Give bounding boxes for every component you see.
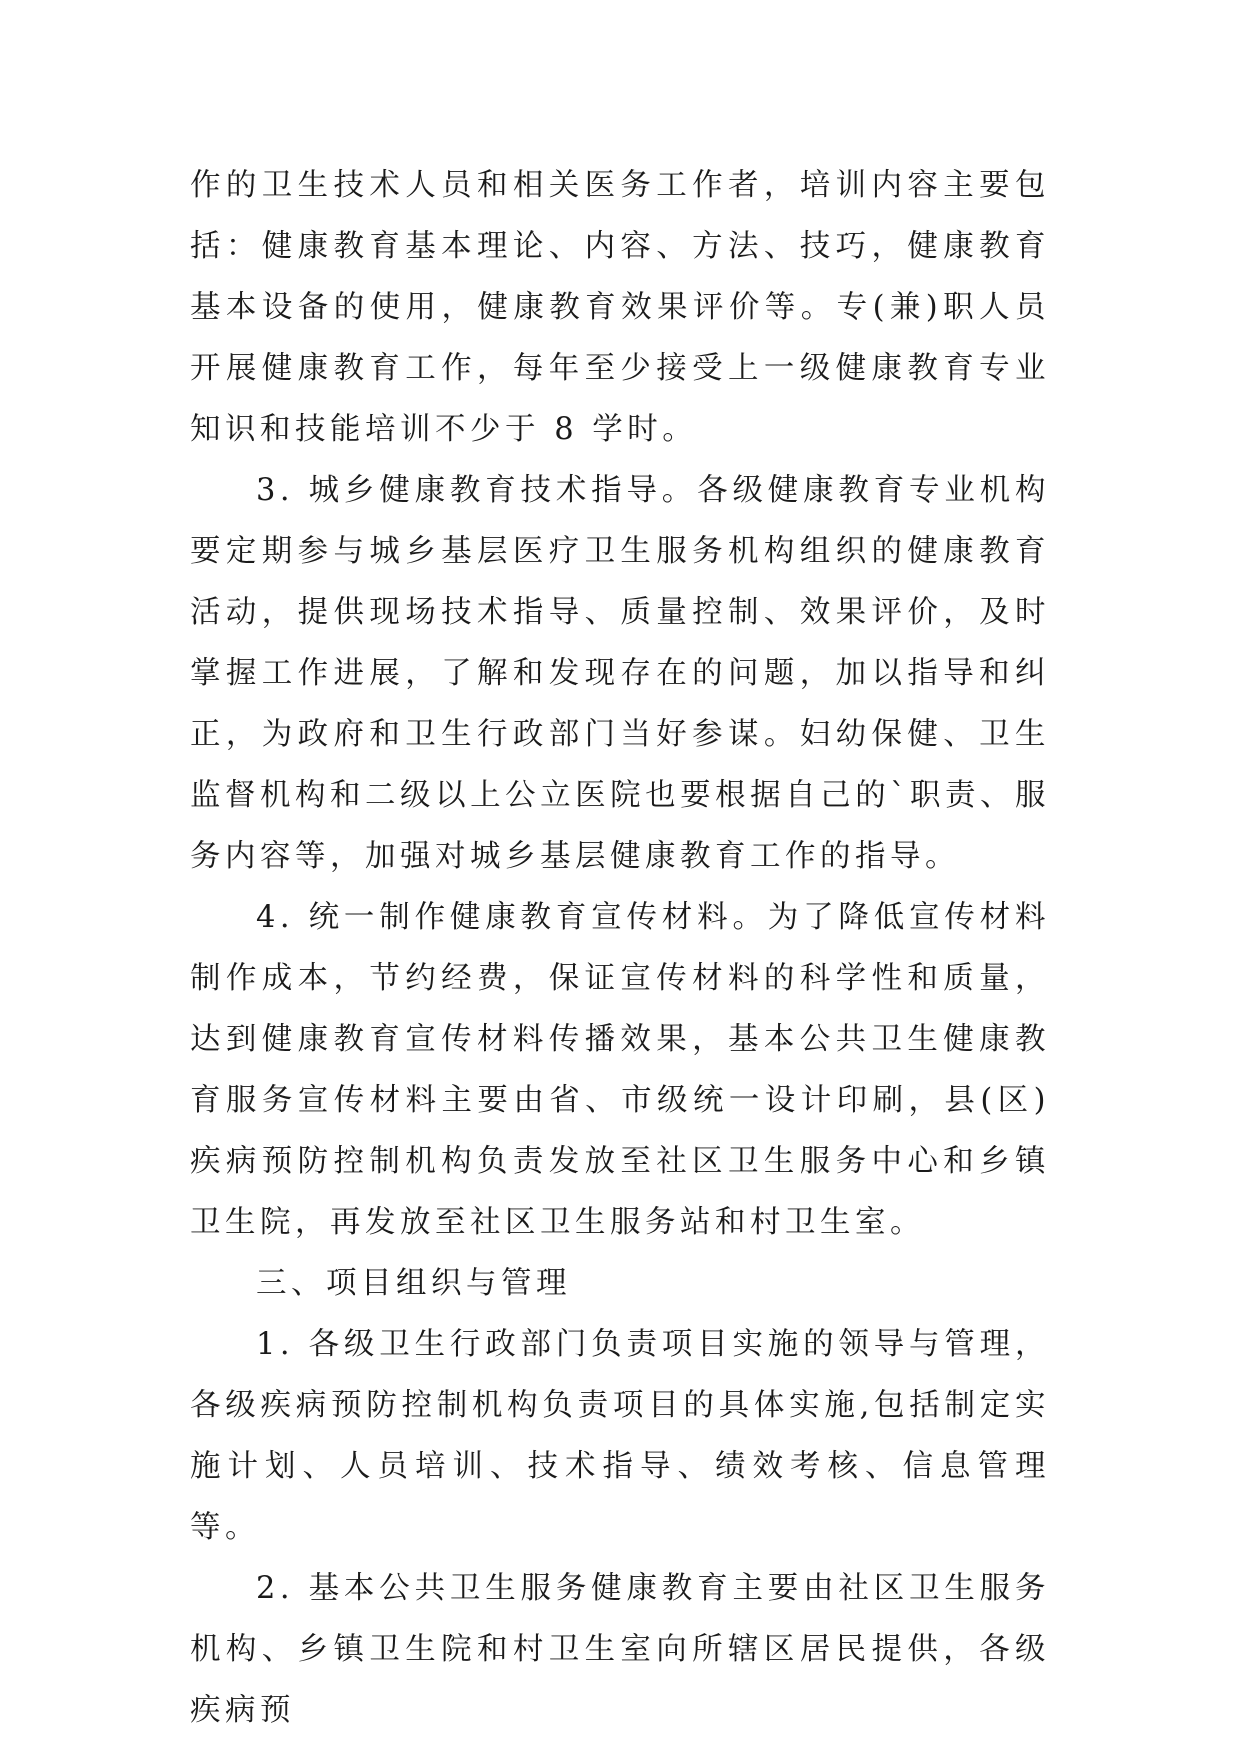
paragraph-service-providers: 2. 基本公共卫生服务健康教育主要由社区卫生服务机构、乡镇卫生院和村卫生室向所辖区居民提供，各级疾病预 — [190, 1571, 1050, 1728]
paragraph-training-content: 作的卫生技术人员和相关医务工作者，培训内容主要包括：健康教育基本理论、内容、方法、技巧，健康教育基本设备的使用，健康教育效果评价等。专(兼)职人员开展健康教育工作，每年至少接受上一级健康教育专业知识和技能培训不少于 8 学时。 — [190, 168, 1050, 447]
paragraph-promotional-materials: 4. 统一制作健康教育宣传材料。为了降低宣传材料制作成本，节约经费，保证宣传材料的科学性和质量，达到健康教育宣传材料传播效果，基本公共卫生健康教育服务宣传材料主要由省、市级统一设计印刷，县(区)疾病预防控制机构负责发放至社区卫生服务中心和乡镇卫生院，再发放至社区卫生服务站和村卫生室。 — [190, 900, 1050, 1240]
section-heading-project-organization: 三、项目组织与管理 — [256, 1266, 571, 1301]
paragraph-administration-responsibility: 1. 各级卫生行政部门负责项目实施的领导与管理，各级疾病预防控制机构负责项目的具体实施,包括制定实施计划、人员培训、技术指导、绩效考核、信息管理等。 — [190, 1327, 1050, 1545]
document-body — [190, 155, 1050, 1741]
paragraph-technical-guidance: 3. 城乡健康教育技术指导。各级健康教育专业机构要定期参与城乡基层医疗卫生服务机构组织的健康教育活动，提供现场技术指导、质量控制、效果评价，及时掌握工作进展，了解和发现存在的问题，加以指导和纠正，为政府和卫生行政部门当好参谋。妇幼保健、卫生监督机构和二级以上公立医院也要根据自己的`职责、服务内容等，加强对城乡基层健康教育工作的指导。 — [190, 473, 1050, 874]
